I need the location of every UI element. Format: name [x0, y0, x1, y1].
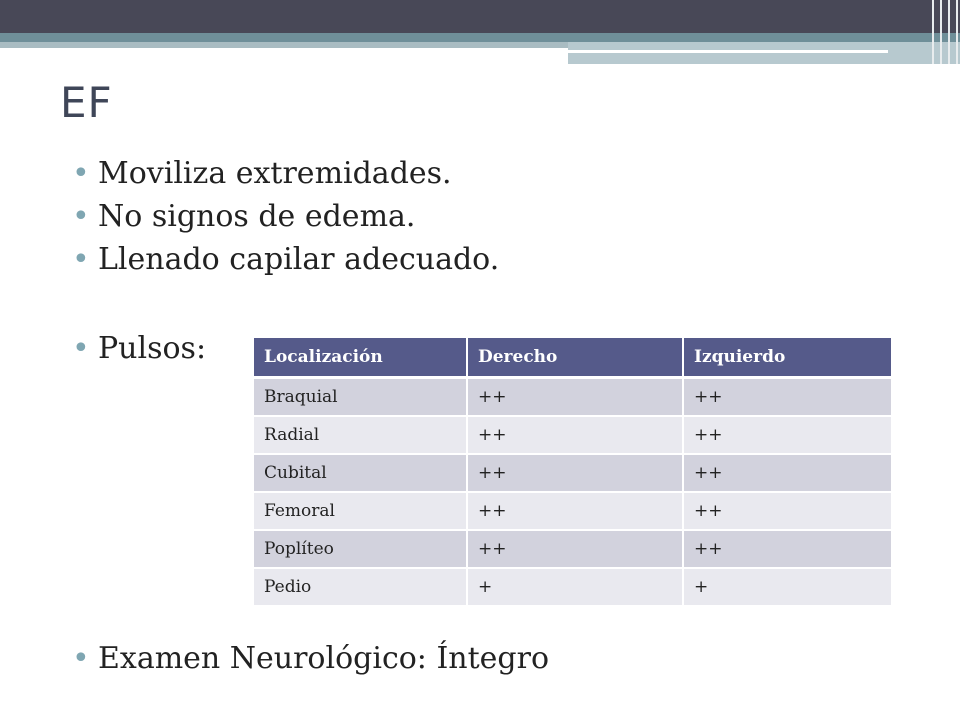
table-cell: ++ — [684, 379, 893, 417]
table-cell: ++ — [468, 493, 684, 531]
table-row — [254, 493, 893, 531]
header-band-light-right — [568, 42, 960, 64]
table-header-row — [254, 338, 893, 379]
bullet-text: No signos de edema. — [98, 199, 416, 234]
bullet-list-pulsos — [72, 327, 206, 370]
bullet-item — [72, 637, 549, 680]
table-cell: ++ — [468, 531, 684, 569]
header-band-line — [568, 50, 888, 53]
header-band-dark — [0, 0, 960, 33]
bullet-icon: • — [72, 641, 90, 676]
bullet-item — [72, 195, 499, 238]
bullet-item — [72, 327, 206, 370]
pulsos-label: Pulsos: — [98, 331, 207, 366]
pulsos-table — [254, 338, 893, 607]
table-cell: Pedio — [254, 569, 468, 607]
bullet-list-findings — [72, 152, 499, 281]
table-cell: ++ — [684, 417, 893, 455]
column-header-derecho: Derecho — [468, 338, 684, 379]
table-row — [254, 379, 893, 417]
table-cell: Poplíteo — [254, 531, 468, 569]
bullet-item — [72, 238, 499, 281]
table-row — [254, 569, 893, 607]
bullet-text: Moviliza extremidades. — [98, 156, 452, 191]
bullet-list-neuro — [72, 637, 549, 680]
table-cell: + — [468, 569, 684, 607]
slide-title: EF — [60, 78, 113, 127]
table-row — [254, 531, 893, 569]
corner-decoration — [926, 0, 960, 64]
table-cell: ++ — [684, 455, 893, 493]
bullet-text: Llenado capilar adecuado. — [98, 242, 500, 277]
table-cell: ++ — [684, 531, 893, 569]
bullet-icon: • — [72, 242, 90, 277]
table-row — [254, 417, 893, 455]
table-cell: Radial — [254, 417, 468, 455]
bullet-icon: • — [72, 156, 90, 191]
table-row — [254, 455, 893, 493]
table-cell: ++ — [468, 379, 684, 417]
header-band-light-left — [0, 42, 568, 48]
table-cell: + — [684, 569, 893, 607]
bullet-item — [72, 152, 499, 195]
column-header-localizacion: Localización — [254, 338, 468, 379]
neuro-exam-text: Examen Neurológico: Íntegro — [98, 641, 550, 676]
table-cell: Cubital — [254, 455, 468, 493]
column-header-izquierdo: Izquierdo — [684, 338, 893, 379]
table-cell: ++ — [684, 493, 893, 531]
table-cell: ++ — [468, 417, 684, 455]
bullet-icon: • — [72, 331, 90, 366]
bullet-icon: • — [72, 199, 90, 234]
table-cell: Braquial — [254, 379, 468, 417]
table-cell: Femoral — [254, 493, 468, 531]
table-cell: ++ — [468, 455, 684, 493]
header-band-teal — [0, 33, 960, 42]
